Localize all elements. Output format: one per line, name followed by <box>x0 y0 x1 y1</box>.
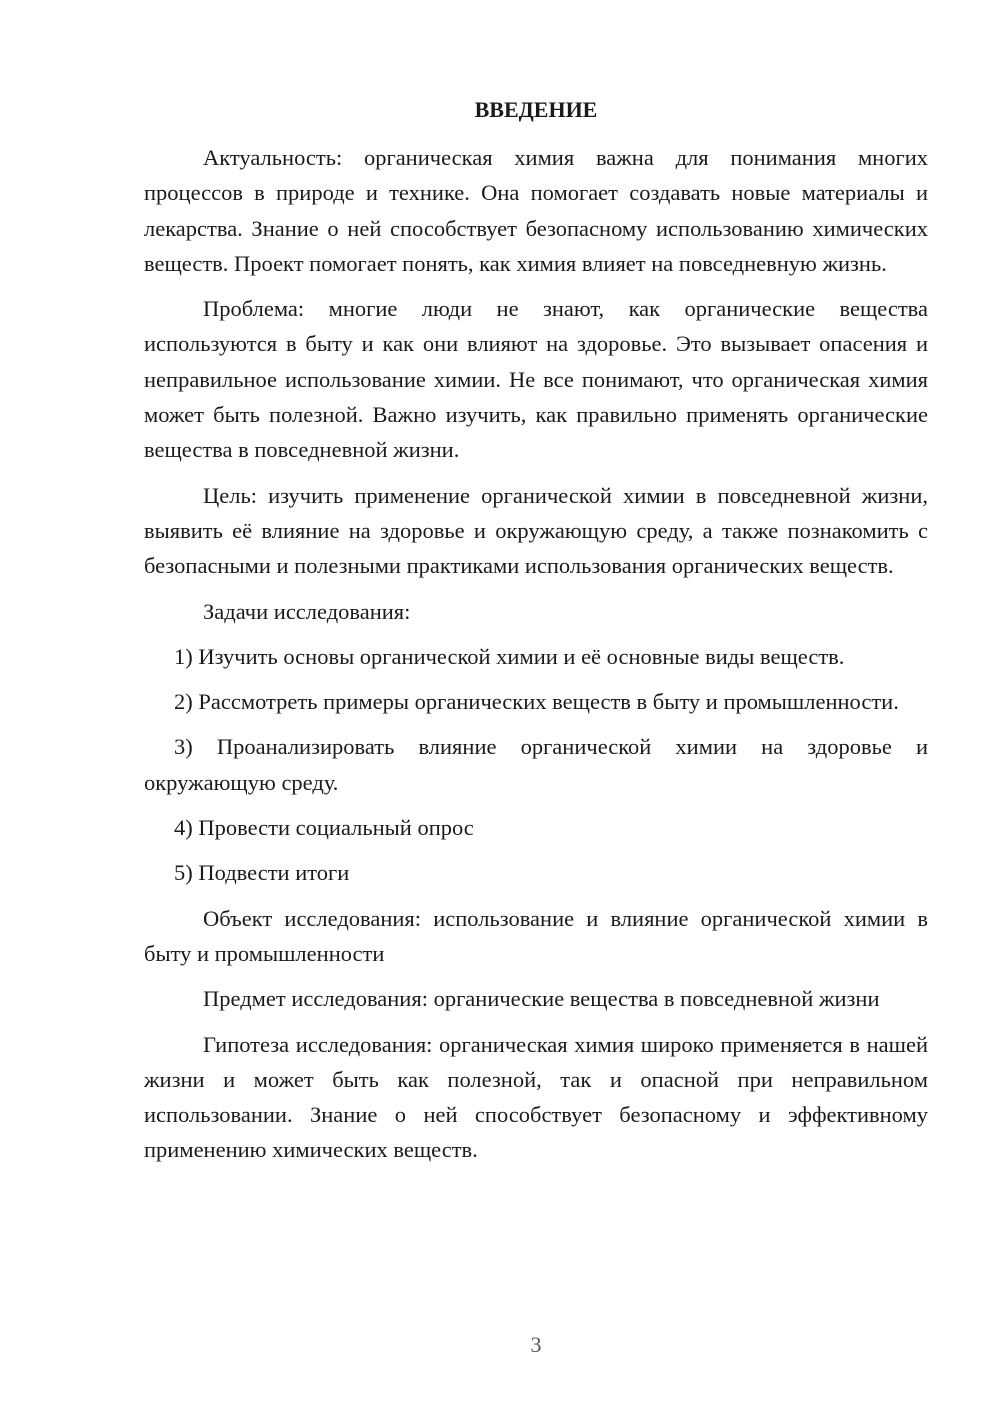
problem-paragraph: Проблема: многие люди не знают, как органические вещества используются в быту и как они влияют на здоровье. Это вызывает опасения и неправильное использование химии. Не все понимают, что органическая химия может быть полезной. Важно изучить, как правильно применять органические вещества в повседневной жизни. <box>144 296 928 463</box>
page-title: ВВЕДЕНИЕ <box>474 97 598 122</box>
research-subject-paragraph: Предмет исследования: органические вещества в повседневной жизни <box>203 986 880 1012</box>
task-item: 3) Проанализировать влияние органической химии на здоровье и окружающую среду. <box>144 734 928 795</box>
research-object-paragraph: Объект исследования: использование и влияние органической химии в быту и промышленности <box>144 905 928 966</box>
hypothesis-paragraph: Гипотеза исследования: органическая химия широко применяется в нашей жизни и может быть как полезной, так и опасной при неправильном использовании. Знание о ней способствует безопасному и эффективному применению химических веществ. <box>144 1031 928 1163</box>
page-number: 3 <box>530 1332 542 1357</box>
task-item: 2) Рассмотреть примеры органических веществ в быту и промышленности. <box>174 689 899 715</box>
page-content <box>144 92 928 1168</box>
task-item: 4) Провести социальный опрос <box>174 815 474 841</box>
task-item: 1) Изучить основы органической химии и её основные виды веществ. <box>174 643 845 669</box>
tasks-heading: Задачи исследования: <box>203 598 411 624</box>
relevance-paragraph: Актуальность: органическая химия важна для понимания многих процессов в природе и технике. Она помогает создавать новые материалы и лекарства. Знание о ней способствует безопасному использованию химических веществ. Проект помогает понять, как химия влияет на повседневную жизнь. <box>144 145 928 276</box>
task-item: 5) Подвести итоги <box>174 860 350 886</box>
goal-paragraph: Цель: изучить применение органической химии в повседневной жизни, выявить её влияние на здоровье и окружающую среду, а также познакомить с безопасными и полезными практиками использования органических веществ. <box>144 482 928 579</box>
